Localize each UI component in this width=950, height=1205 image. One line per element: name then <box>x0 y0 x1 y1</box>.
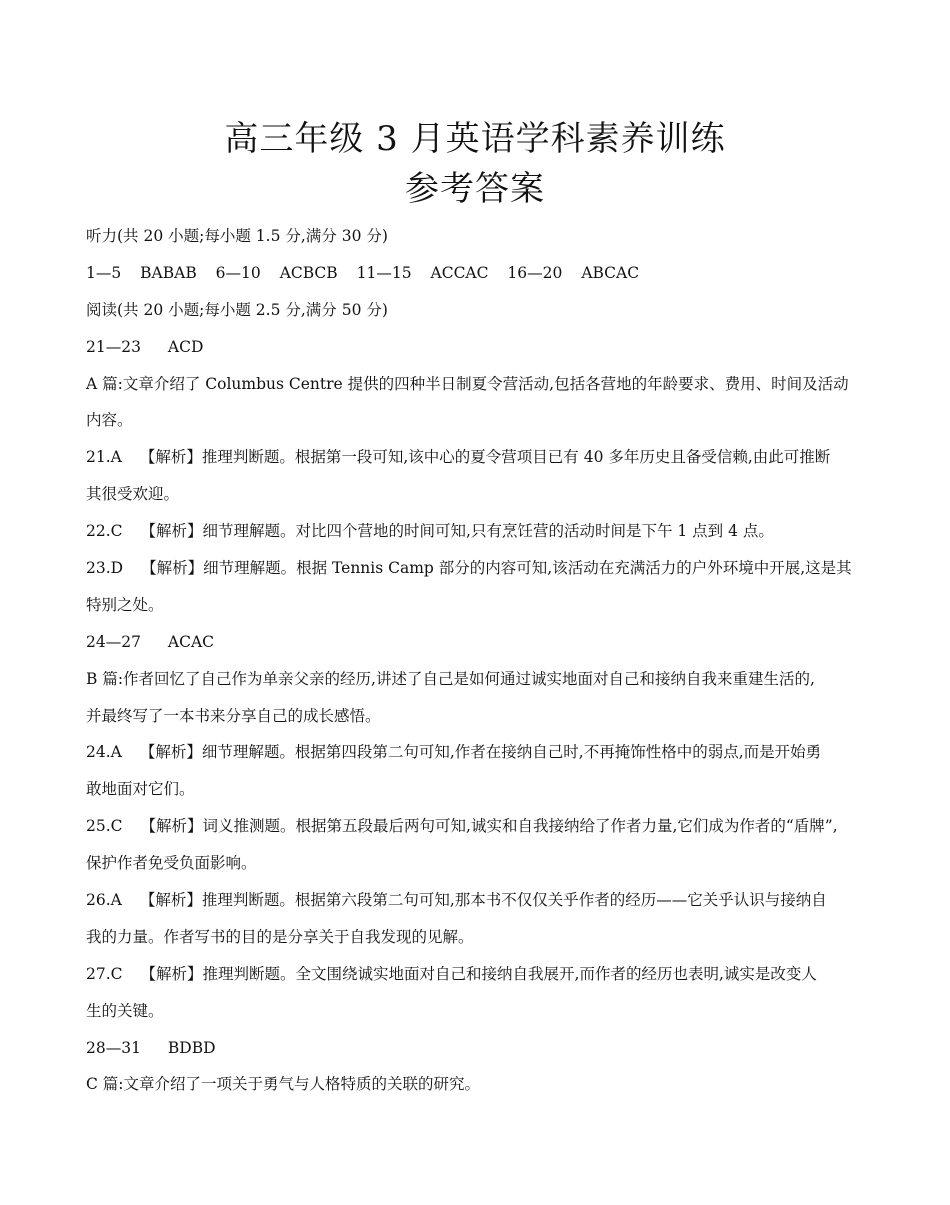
analysis-tag: 【解析】 <box>139 448 202 467</box>
question-23-explanation-cont: 特别之处。 <box>86 595 164 614</box>
question-number: 21.A <box>86 448 122 467</box>
answer-letters: ABCAC <box>581 263 640 282</box>
answer-letters: ACBCB <box>279 263 338 282</box>
question-27-explanation-cont: 生的关键。 <box>86 1001 164 1020</box>
explanation-text: 细节理解题。根据 Tennis Camp 部分的内容可知,该活动在充满活力的户外环境中开展,这是其 <box>203 559 852 578</box>
answer-range: 28—31 <box>86 1038 141 1057</box>
question-23-explanation <box>86 550 876 587</box>
listening-heading: 听力(共 20 小题;每小题 1.5 分,满分 30 分) <box>86 227 388 245</box>
answer-content <box>86 218 876 1103</box>
answer-range: 16—20 <box>507 263 563 282</box>
explanation-text: 词义推测题。根据第五段最后两句可知,诚实和自我接纳给了作者力量,它们成为作者的“盾牌”, <box>202 817 838 836</box>
question-number: 23.D <box>86 559 124 578</box>
question-21-explanation-cont: 其很受欢迎。 <box>86 485 180 504</box>
question-25-explanation-cont: 保护作者免受负面影响。 <box>86 854 257 873</box>
answer-range: 24—27 <box>86 632 141 651</box>
passage-c-summary: C 篇:文章介绍了一项关于勇气与人格特质的关联的研究。 <box>86 1075 481 1094</box>
answer-letters: ACAC <box>167 632 214 651</box>
answer-range: 21—23 <box>86 337 141 356</box>
analysis-tag: 【解析】 <box>140 817 203 836</box>
question-24-explanation <box>86 734 876 771</box>
question-26-explanation-cont: 我的力量。作者写书的目的是分享关于自我发现的见解。 <box>86 927 474 946</box>
passage-b-summary-cont: 并最终写了一本书来分享自己的成长感悟。 <box>86 706 381 725</box>
question-22-explanation <box>86 513 876 550</box>
question-number: 22.C <box>86 522 123 541</box>
analysis-tag: 【解析】 <box>140 522 203 541</box>
answer-letters: BDBD <box>167 1038 216 1057</box>
passage-a-answers <box>86 329 876 366</box>
passage-a-summary: A 篇:文章介绍了 Columbus Centre 提供的四种半日制夏令营活动,包括各营地的年龄要求、费用、时间及活动 <box>86 374 849 393</box>
question-number: 26.A <box>86 891 122 910</box>
question-27-explanation <box>86 956 876 993</box>
page-title: 高三年级 3 月英语学科素养训练 <box>224 119 726 159</box>
explanation-text: 推理判断题。根据第一段可知,该中心的夏令营项目已有 40 多年历史且备受信赖,由此可推断 <box>201 448 831 467</box>
answer-range: 6—10 <box>215 263 261 282</box>
question-24-explanation-cont: 敢地面对它们。 <box>86 780 195 799</box>
answer-range: 1—5 <box>86 263 122 282</box>
analysis-tag: 【解析】 <box>140 964 203 983</box>
answer-letters: BABAB <box>140 263 197 282</box>
reading-heading: 阅读(共 20 小题;每小题 2.5 分,满分 50 分) <box>86 300 388 319</box>
question-number: 27.C <box>86 964 123 983</box>
question-number: 25.C <box>86 817 123 836</box>
explanation-text: 推理判断题。根据第六段第二句可知,那本书不仅仅关乎作者的经历——它关乎认识与接纳自 <box>201 891 827 910</box>
analysis-tag: 【解析】 <box>141 559 204 578</box>
passage-a-summary-cont: 内容。 <box>86 411 133 430</box>
question-21-explanation <box>86 439 876 476</box>
analysis-tag: 【解析】 <box>139 891 202 910</box>
answer-letters: ACD <box>167 337 204 356</box>
question-26-explanation <box>86 882 876 919</box>
explanation-text: 推理判断题。全文围绕诚实地面对自己和接纳自我展开,而作者的经历也表明,诚实是改变人 <box>202 964 817 983</box>
answer-range: 11—15 <box>356 263 412 282</box>
page-subtitle: 参考答案 <box>405 169 545 209</box>
question-number: 24.A <box>86 743 122 762</box>
listening-answers <box>86 255 876 292</box>
question-25-explanation <box>86 808 876 845</box>
passage-c-answers <box>86 1030 876 1067</box>
passage-b-summary: B 篇:作者回忆了自己作为单亲父亲的经历,讲述了自己是如何通过诚实地面对自己和接纳自我来重建生活的, <box>86 669 815 688</box>
explanation-text: 细节理解题。根据第四段第二句可知,作者在接纳自己时,不再掩饰性格中的弱点,而是开始勇 <box>201 743 822 762</box>
answer-letters: ACCAC <box>430 263 489 282</box>
passage-b-answers <box>86 624 876 661</box>
explanation-text: 细节理解题。对比四个营地的时间可知,只有烹饪营的活动时间是下午 1 点到 4 点。 <box>202 522 774 541</box>
analysis-tag: 【解析】 <box>139 743 202 762</box>
